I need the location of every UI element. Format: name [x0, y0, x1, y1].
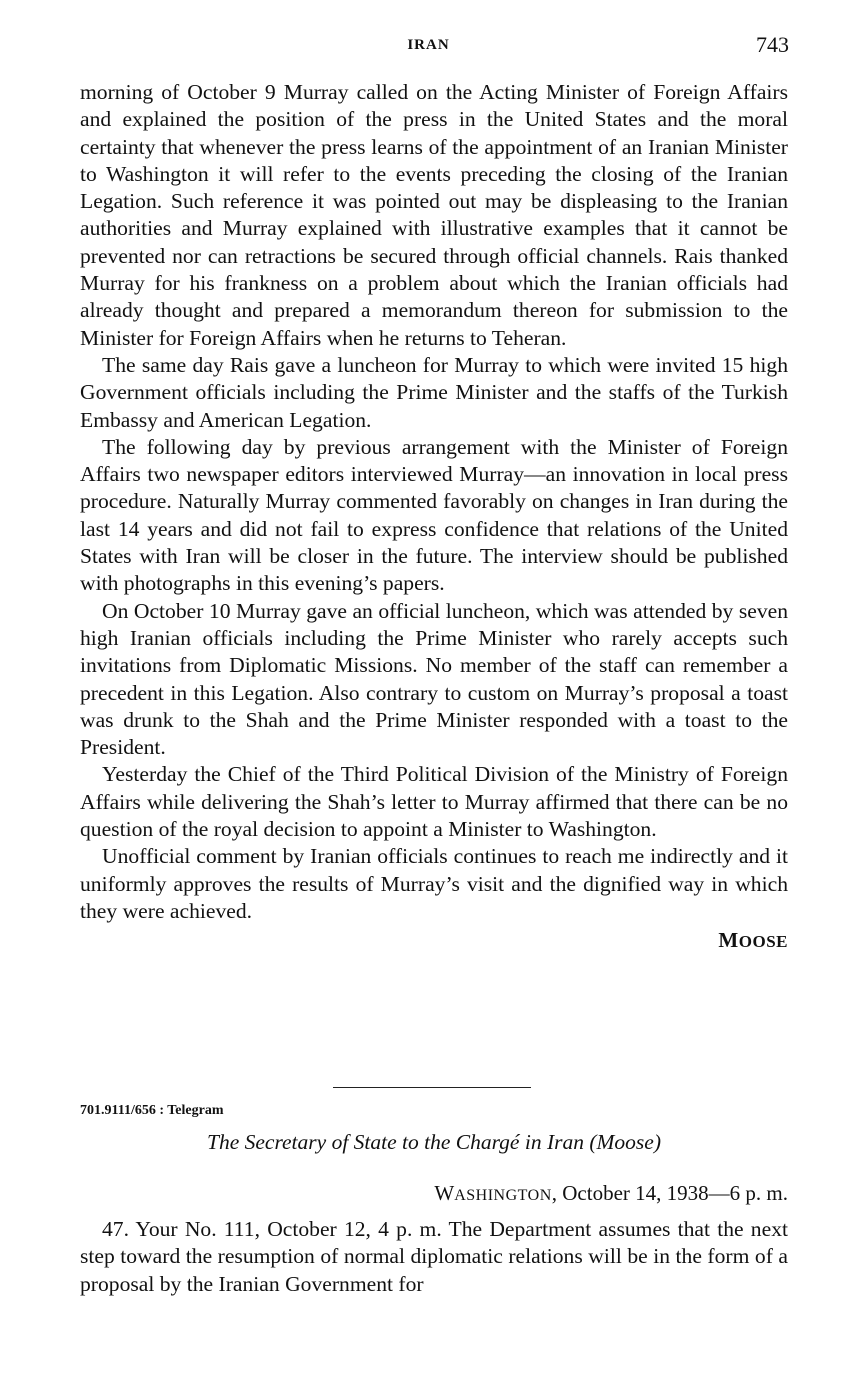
- paragraph-3: The following day by previous arrangement with the Minister of Foreign Affairs two newspaper editors interviewed Murray—an innovation in local press procedure. Naturally Murray commented favorably on changes in Iran during the last 14 years and did not fail to express confidence that relations of the United States with Iran will be closer in the future. The interview should be published with photographs in this evening’s papers.: [80, 434, 788, 596]
- heading-suffix: ): [653, 1130, 662, 1154]
- signature-rest: OOSE: [738, 932, 788, 952]
- file-reference: 701.9111/656 : Telegram: [80, 1103, 224, 1118]
- page-number: 743: [756, 32, 789, 57]
- report-body: [80, 79, 788, 956]
- paragraph-4: On October 10 Murray gave an official luncheon, which was attended by seven high Iranian officials including the Prime Minister who rarely accepts such invitations from Diplomatic Missions. No member of the staff can remember a precedent in this Legation. Also contrary to custom on Murray’s proposal a toast was drunk to the Shah and the Prime Minister responded with a toast to the President.: [80, 598, 788, 760]
- dateline-place-rest: ASHINGTON: [454, 1187, 552, 1204]
- running-header: [0, 32, 857, 62]
- heading-prefix: The Secretary of State to the Chargé in Iran (: [206, 1130, 597, 1154]
- paragraph-6: Unofficial comment by Iranian officials continues to reach me indirectly and it uniformly approves the results of Murray’s visit and the dignified way in which they were achieved.: [80, 844, 788, 923]
- dateline-place-initial: W: [434, 1181, 455, 1205]
- signature-initial: M: [718, 928, 739, 953]
- dateline: [434, 1181, 788, 1206]
- heading-name: Moose: [596, 1130, 654, 1154]
- running-title: IRAN: [407, 37, 450, 53]
- telegram-paragraph: 47. Your No. 111, October 12, 4 p. m. The Department assumes that the next step toward the resumption of normal diplomatic relations will be in the form of a proposal by the Iranian Government for: [80, 1217, 788, 1296]
- paragraph-1: morning of October 9 Murray called on the Acting Minister of Foreign Affairs and explained the position of the press in the United States and the moral certainty that whenever the press learns of the appointment of an Iranian Minister to Washington it will refer to the events preceding the closing of the Iranian Legation. Such reference it was pointed out may be displeasing to the Iranian authorities and Murray explained with illustrative examples that it cannot be prevented nor can retractions be secured through official channels. Rais thanked Murray for his frankness on a problem about which the Iranian officials had already thought and prepared a memorandum thereon for submission to the Minister for Foreign Affairs when he returns to Teheran.: [80, 80, 788, 350]
- section-divider: [333, 1087, 531, 1088]
- dateline-date: , October 14, 1938—6 p. m.: [551, 1181, 788, 1205]
- paragraph-5: Yesterday the Chief of the Third Political Division of the Ministry of Foreign Affairs while delivering the Shah’s letter to Murray affirmed that there can be no question of the royal decision to appoint a Minister to Washington.: [80, 762, 788, 842]
- telegram-body: [80, 1216, 788, 1298]
- paragraph-2: The same day Rais gave a luncheon for Murray to which were invited 15 high Government officials including the Prime Minister and the staffs of the Turkish Embassy and American Legation.: [80, 352, 788, 432]
- document-heading: [80, 1130, 788, 1155]
- signature: [80, 927, 788, 955]
